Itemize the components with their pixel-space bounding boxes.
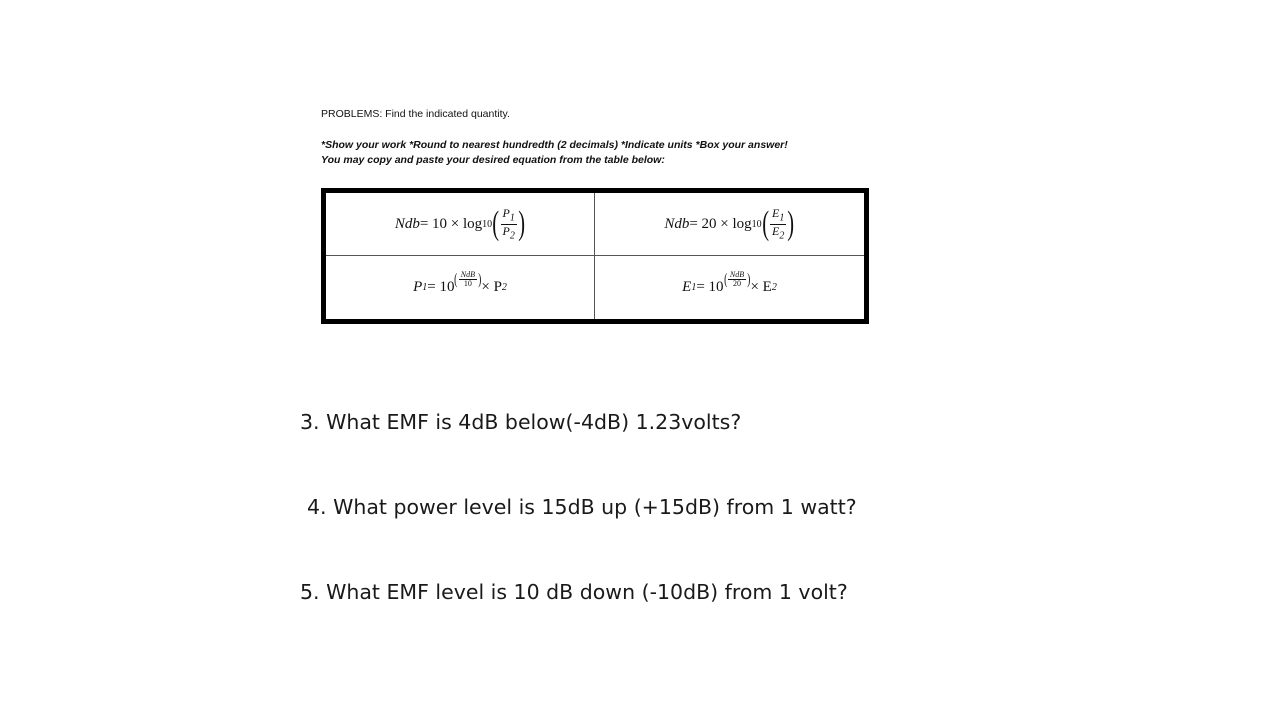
voltage-db-lhs: Ndb bbox=[664, 215, 690, 232]
power-exponent-den: 10 bbox=[463, 279, 472, 288]
power-solve-tail: × P bbox=[481, 279, 502, 295]
voltage-solve-tail-sub: 2 bbox=[771, 282, 777, 293]
voltage-solve-lhs-sub: 1 bbox=[691, 282, 697, 293]
power-solve-mid: = 10 bbox=[427, 279, 455, 295]
power-db-equation bbox=[326, 193, 595, 256]
voltage-solve-equation bbox=[595, 256, 864, 319]
equation-table bbox=[321, 188, 869, 324]
power-exponent bbox=[454, 271, 481, 289]
voltage-ratio-num-sub: 1 bbox=[779, 212, 785, 223]
voltage-ratio-num: E bbox=[772, 205, 780, 220]
voltage-ratio-fraction bbox=[770, 207, 786, 242]
power-ratio-fraction bbox=[501, 207, 517, 242]
problems-heading: PROBLEMS: Find the indicated quantity. bbox=[321, 108, 510, 120]
instructions-text: *Show your work *Round to nearest hundredth (2 decimals) *Indicate units *Box your answer! bbox=[321, 139, 788, 151]
question-4: 4. What power level is 15dB up (+15dB) from 1 watt? bbox=[307, 495, 857, 519]
power-exponent-num: NdB bbox=[460, 269, 476, 279]
right-paren: ) bbox=[747, 270, 751, 288]
power-ratio-num: P bbox=[502, 205, 510, 220]
power-db-base: 10 bbox=[482, 218, 493, 230]
right-paren: ) bbox=[787, 205, 795, 242]
voltage-db-equation bbox=[595, 193, 864, 256]
voltage-solve-tail: × E bbox=[750, 279, 772, 295]
power-db-lhs: Ndb bbox=[394, 215, 420, 232]
voltage-exponent-den: 20 bbox=[733, 279, 741, 288]
voltage-exponent bbox=[724, 271, 751, 289]
power-db-mid: = 10 × log bbox=[419, 215, 483, 232]
voltage-solve-mid: = 10 bbox=[696, 279, 724, 295]
right-paren: ) bbox=[518, 205, 525, 242]
question-3: 3. What EMF is 4dB below(-4dB) 1.23volts? bbox=[300, 410, 742, 434]
power-solve-tail-sub: 2 bbox=[501, 282, 507, 293]
voltage-solve-lhs: E bbox=[682, 279, 692, 295]
voltage-ratio-den-sub: 2 bbox=[779, 229, 785, 241]
voltage-exponent-fraction bbox=[728, 271, 746, 289]
voltage-ratio-den: E bbox=[772, 223, 780, 238]
question-5: 5. What EMF level is 10 dB down (-10dB) from 1 volt? bbox=[300, 580, 848, 604]
copy-note-text: You may copy and paste your desired equation from the table below: bbox=[321, 154, 665, 166]
power-solve-lhs: P bbox=[413, 279, 423, 295]
power-solve-equation bbox=[326, 256, 595, 319]
voltage-db-mid: = 20 × log bbox=[689, 215, 752, 232]
left-paren: ( bbox=[492, 205, 500, 242]
power-ratio-num-sub: 1 bbox=[509, 212, 515, 223]
voltage-db-base: 10 bbox=[751, 218, 762, 230]
left-paren: ( bbox=[723, 270, 727, 288]
right-paren: ) bbox=[478, 270, 482, 288]
power-solve-lhs-sub: 1 bbox=[422, 282, 428, 293]
voltage-exponent-num: NdB bbox=[729, 269, 745, 279]
left-paren: ( bbox=[761, 205, 769, 242]
left-paren: ( bbox=[454, 270, 458, 288]
power-exponent-fraction bbox=[459, 271, 477, 289]
power-ratio-den-sub: 2 bbox=[509, 229, 515, 241]
power-ratio-den: P bbox=[502, 223, 510, 238]
